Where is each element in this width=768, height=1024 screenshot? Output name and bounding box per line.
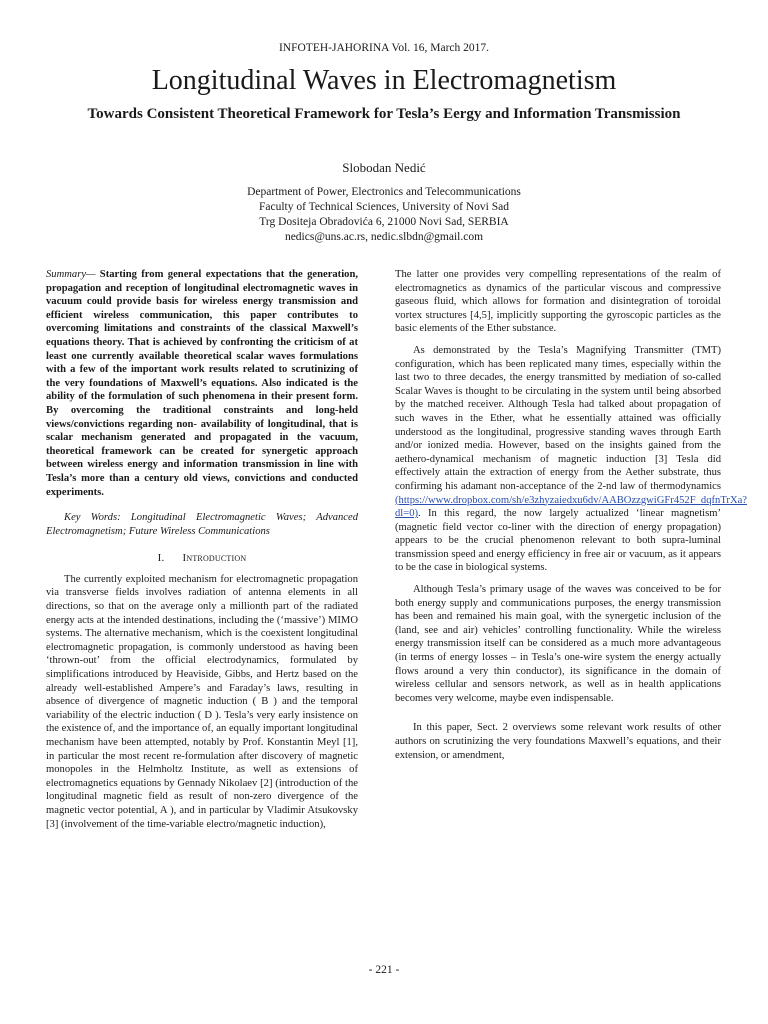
paper-subtitle: Towards Consistent Theoretical Framework for Tesla’s Eergy and Information Transmission: [87, 106, 681, 122]
right-paragraph-2: [395, 344, 748, 575]
affiliation-faculty: Faculty of Technical Sciences, University of Novi Sad: [258, 201, 509, 213]
right-paragraph-2-text-a: As demonstrated by the Tesla’s Magnifying Transmitter (TMT) configuration, which has been replicated many times, especially within the last two to three decades, the energy transmitted by mediation of so-called Scalar Waves is thought to be circulating in the system until being absorbed by the matched receiver. Although Tesla had talked about propagation of such waves in the Ether, what he essentially attained was officially understood as the longitudinal, progressive standing waves through Earth and/or ionized media. However, based on the insights gained from the aethero-dynamical mechanism of magnetic induction [3] Tesla did effectively attain the extraction of energy from the Aether substrate, thus confirming his adamant non-acceptance of the 2-nd law of thermodynamics: [395, 344, 721, 492]
keywords-text: Longitudinal Electromagnetic Waves; Advanced Electromagnetism; Future Wireless Communications: [46, 512, 358, 537]
right-paragraph-3: Although Tesla’s primary usage of the waves was conceived to be for both energy supply and communications purposes, the energy transmission has been and remained his main goal, with the synergetic inclusion of the (land, see and air) vehicles’ controlling functionality. While the wireless energy transmission itself can be considered as a much more advantageous (in terms of energy losses – in Tesla’s one-wire system the energy actually flows around a very thin conductor), its significance in the domain of wireless cellular and sensors network, as well as in health applications becomes very welcome, maybe even indispensable.: [395, 584, 721, 704]
section-title: Introduction: [182, 552, 247, 565]
author-name: Slobodan Nedić: [342, 160, 426, 175]
affiliation-address: Trg Dositeja Obradovića 6, 21000 Novi Sad, SERBIA: [259, 216, 509, 228]
paper-title: Longitudinal Waves in Electromagnetism: [151, 65, 617, 96]
right-paragraph-2-text-b: . In this regard, the now largely actualized ‘linear magnetism’ (magnetic field vector co-liner with the direction of energy propagation) appears to be the crucial phenomenon relevant to both supra-luminal transmission speed and energy efficiency in free air or vacuum, as it appears to be the case in biological systems.: [395, 508, 721, 574]
right-paragraph-1: The latter one provides very compelling representations of the realm of electromagnetics as dynamics of the particular viscous and compressive gaseous fluid, which allows for formation and disintegration of toroidal vortex structures [4,5], implicitly supporting the gyroscopic particles as the basic elements of the Ether substance.: [395, 269, 721, 335]
abstract-text: Starting from general expectations that the generation, propagation and reception of longitudinal electromagnetic waves in vacuum could provide basis for wireless energy transmission and efficient wireless communication, this paper contributes to overcoming limitations and constraints of the classical Maxwell’s equations theory. That is achieved by confronting the criticism of at least one currently available theoretical scalar waves formulations with a few of the important work results related to scrutinizing of the very foundations of Maxwell’s equations. Also indicated is the ability of the formulation of such phenomena in their present form. By overcoming the traditional constraints and long-held views/convictions regarding non- availability of longitudinal, that is scalar mechanism generated and propagated in the vacuum, theoretical framework can be created for synergetic approach between wireless energy and information transmission in line with Tesla’s more than a century old views, convictions and conducted experiments.: [46, 269, 358, 498]
right-column: [395, 268, 748, 762]
paragraph-gap: [395, 575, 721, 583]
abstract: [46, 268, 358, 499]
keywords-label: Key Words:: [64, 512, 121, 524]
author-affiliation: [0, 185, 768, 245]
intro-paragraph-1: The currently exploited mechanism for electromagnetic propagation via transverse fields involves radiation of antenna elements in all directions, so that on the average only a millionth part of the radiated energy acts at the intended destinations, including the (‘massive’) MIMO systems. The alternative mechanism, which is the coexistent longitudinal electromagnetic propagation, is commonly understood as having been ‘thrown-out’ from the official electrodynamics, formulated by simplifications introduced by Heaviside, Gibbs, and Hertz based on the already well-established Ampere’s and Faraday’s laws, resulting in absence of divergence of magnetic induction ( B ) and the temporal variability of the electric induction ( D ). Tesla’s very early insistence on the existence of, and the importance of, an equally important longitudinal mechanism have been attempted, notably by Prof. Konstantin Meyl [1], in particular the most recent re-formulation after discovery of magnetic monopoles in the Helmholtz Institute, as well as extensions of electromagnetics equations by Gennady Nikolaev [2] (introduction of the longitudinal magnetic field as result of non-zero divergence of the magnetic vector potential, A ), and in particular by Vladimir Atsukovsky [3] (involvement of the time-variable electro/magnetic induction),: [46, 573, 358, 830]
affiliation-department: Department of Power, Electronics and Telecommunications: [247, 186, 521, 198]
right-paragraph-4: In this paper, Sect. 2 overviews some relevant work results of other authors on scrutinizing the very foundations Maxwell’s equations, and their extension, or amendment,: [395, 722, 721, 761]
section-heading-introduction: [46, 552, 358, 566]
paragraph-gap: [395, 336, 721, 344]
paragraph-gap: [395, 705, 721, 721]
abstract-label: Summary—: [46, 269, 96, 280]
section-number: I.: [157, 552, 165, 565]
dropbox-link[interactable]: (https://www.dropbox.com/sh/e3zhyzaiedxu6dv/AABOzzgwiGFr452F_dqfnTrXa?dl=0): [395, 494, 748, 520]
conference-header: INFOTEH-JAHORINA Vol. 16, March 2017.: [278, 42, 490, 54]
affiliation-email: nedics@uns.ac.rs, nedic.slbdn@gmail.com: [284, 231, 484, 243]
page-number: - 221 -: [368, 964, 400, 976]
keywords: [46, 511, 358, 538]
left-column: [46, 268, 358, 831]
